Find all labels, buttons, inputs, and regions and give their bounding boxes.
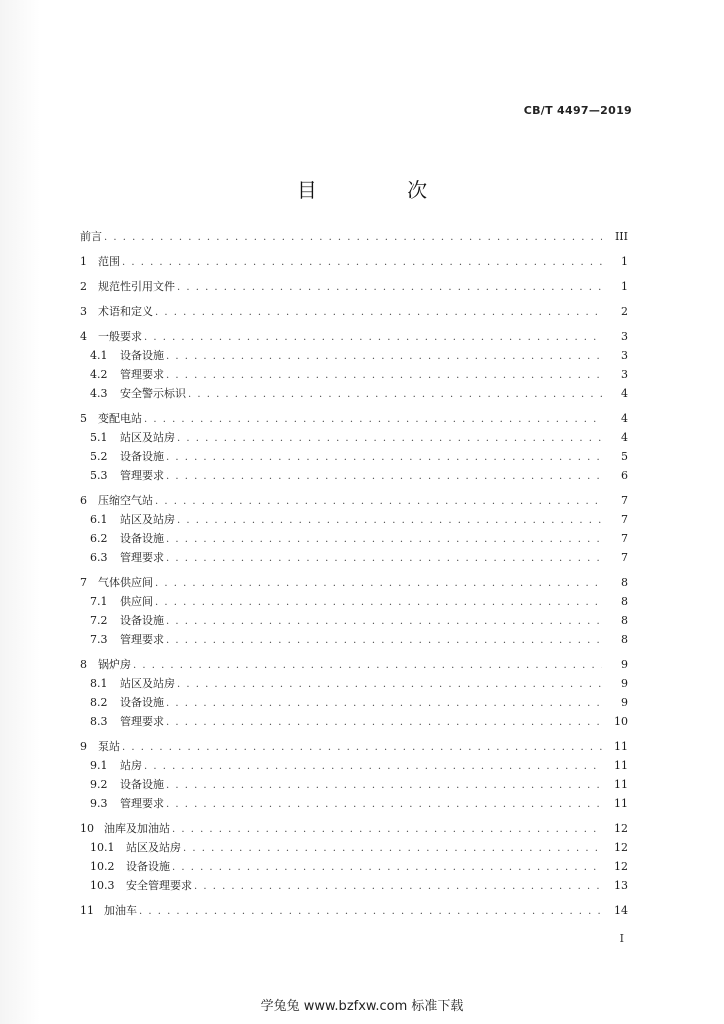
- toc-entry[interactable]: [80, 305, 628, 320]
- toc-leader-dots: [166, 634, 602, 648]
- toc-entry-number: 9: [80, 740, 87, 753]
- toc-entry-number: 10.1: [90, 841, 115, 854]
- toc-entry-label: 站区及站房: [120, 677, 175, 690]
- toc-entry-number: 5.3: [90, 469, 108, 482]
- toc-entry-page: 3: [621, 330, 628, 343]
- toc-entry-number: 3: [80, 305, 87, 318]
- toc-leader-dots: [172, 861, 602, 875]
- toc-leader-dots: [155, 577, 602, 591]
- toc-entry[interactable]: [80, 412, 628, 427]
- toc-leader-dots: [139, 905, 602, 919]
- toc-entry-label: 管理要求: [120, 551, 164, 564]
- toc-leader-dots: [144, 331, 602, 345]
- toc-entry-number: 9.2: [90, 778, 108, 791]
- toc-entry-page: 12: [614, 841, 628, 854]
- toc-entry-page: 7: [621, 551, 628, 564]
- toc-leader-dots: [166, 798, 602, 812]
- toc-entry-page: 7: [621, 513, 628, 526]
- toc-entry-number: 4: [80, 330, 87, 343]
- toc-entry-page: 11: [614, 778, 628, 791]
- toc-entry-page: 13: [614, 879, 628, 892]
- toc-entry-label: 术语和定义: [98, 305, 153, 318]
- toc-leader-dots: [188, 388, 602, 402]
- toc-entry-number: 7.3: [90, 633, 108, 646]
- toc-entry-number: 7: [80, 576, 87, 589]
- toc-entry[interactable]: [80, 658, 628, 673]
- toc-entry-number: 2: [80, 280, 87, 293]
- toc-leader-dots: [177, 432, 602, 446]
- toc-entry-label: 管理要求: [120, 633, 164, 646]
- toc-entry-page: 7: [621, 494, 628, 507]
- toc-subentry[interactable]: [80, 759, 628, 774]
- toc-subentry[interactable]: [80, 532, 628, 547]
- toc-entry-number: 4.1: [90, 349, 108, 362]
- toc-entry[interactable]: [80, 255, 628, 270]
- toc-leader-dots: [172, 823, 602, 837]
- toc-subentry[interactable]: [80, 368, 628, 383]
- toc-entry-number: 9.1: [90, 759, 108, 772]
- toc-entry-label: 站区及站房: [120, 513, 175, 526]
- table-of-contents: [80, 230, 628, 919]
- toc-entry-label: 规范性引用文件: [98, 280, 175, 293]
- toc-leader-dots: [104, 231, 602, 245]
- toc-entry-label: 设备设施: [120, 532, 164, 545]
- toc-subentry[interactable]: [80, 677, 628, 692]
- toc-leader-dots: [155, 306, 602, 320]
- toc-entry-page: 1: [621, 255, 628, 268]
- toc-leader-dots: [166, 779, 602, 793]
- toc-entry-label: 油库及加油站: [104, 822, 170, 835]
- toc-leader-dots: [166, 552, 602, 566]
- toc-subentry[interactable]: [80, 841, 628, 856]
- toc-entry-number: 5: [80, 412, 87, 425]
- toc-entry-label: 管理要求: [120, 469, 164, 482]
- toc-entry-number: 10: [80, 822, 94, 835]
- toc-entry-page: 9: [621, 658, 628, 671]
- toc-subentry[interactable]: [80, 387, 628, 402]
- toc-entry-page: 8: [621, 576, 628, 589]
- toc-entry-page: 10: [614, 715, 628, 728]
- toc-entry-label: 供应间: [120, 595, 153, 608]
- footer-watermark: 学兔兔 www.bzfxw.com 标准下载: [260, 999, 464, 1014]
- toc-entry-page: 11: [614, 740, 628, 753]
- toc-subentry[interactable]: [80, 696, 628, 711]
- toc-leader-dots: [155, 596, 602, 610]
- toc-entry-number: 10.3: [90, 879, 115, 892]
- toc-entry-label: 压缩空气站: [98, 494, 153, 507]
- toc-subentry[interactable]: [80, 715, 628, 730]
- toc-leader-dots: [166, 697, 602, 711]
- toc-entry-label: 设备设施: [120, 614, 164, 627]
- toc-leader-dots: [177, 281, 602, 295]
- toc-entry-label: 设备设施: [120, 450, 164, 463]
- toc-leader-dots: [144, 760, 602, 774]
- toc-subentry[interactable]: [80, 860, 628, 875]
- toc-entry-number: 4.3: [90, 387, 108, 400]
- toc-leader-dots: [122, 741, 602, 755]
- toc-entry-label: 锅炉房: [98, 658, 131, 671]
- toc-subentry[interactable]: [80, 513, 628, 528]
- toc-entry-label: 气体供应间: [98, 576, 153, 589]
- toc-entry-label: 加油车: [104, 904, 137, 917]
- toc-entry-number: 1: [80, 255, 87, 268]
- toc-entry-number: 8: [80, 658, 87, 671]
- toc-entry-label: 一般要求: [98, 330, 142, 343]
- toc-entry-label: 管理要求: [120, 715, 164, 728]
- toc-leader-dots: [166, 533, 602, 547]
- toc-entry[interactable]: [80, 280, 628, 295]
- toc-entry[interactable]: [80, 230, 628, 245]
- toc-entry-label: 管理要求: [120, 368, 164, 381]
- toc-entry-number: 10.2: [90, 860, 115, 873]
- toc-entry-page: 5: [621, 450, 628, 463]
- toc-entry-number: 7.1: [90, 595, 108, 608]
- toc-entry-page: 8: [621, 633, 628, 646]
- toc-entry-label: 站房: [120, 759, 142, 772]
- toc-subentry[interactable]: [80, 778, 628, 793]
- toc-entry-page: 9: [621, 677, 628, 690]
- toc-leader-dots: [166, 350, 602, 364]
- toc-entry-page: 2: [621, 305, 628, 318]
- toc-entry-label: 设备设施: [120, 778, 164, 791]
- toc-entry-number: 6.1: [90, 513, 108, 526]
- toc-entry-number: 7.2: [90, 614, 108, 627]
- toc-leader-dots: [194, 880, 602, 894]
- toc-subentry[interactable]: [80, 633, 628, 648]
- toc-entry-number: 8.2: [90, 696, 108, 709]
- toc-entry-page: 3: [621, 368, 628, 381]
- toc-entry-page: 4: [621, 431, 628, 444]
- toc-entry-page: 9: [621, 696, 628, 709]
- toc-entry-number: 11: [80, 904, 94, 917]
- toc-entry-label: 设备设施: [126, 860, 170, 873]
- toc-subentry[interactable]: [80, 614, 628, 629]
- toc-leader-dots: [166, 615, 602, 629]
- toc-leader-dots: [133, 659, 602, 673]
- toc-leader-dots: [144, 413, 602, 427]
- toc-entry-page: 14: [614, 904, 628, 917]
- toc-entry[interactable]: [80, 822, 628, 837]
- toc-entry-number: 6: [80, 494, 87, 507]
- toc-leader-dots: [155, 495, 602, 509]
- toc-entry-label: 安全管理要求: [126, 879, 192, 892]
- toc-subentry[interactable]: [80, 469, 628, 484]
- toc-entry-number: 8.3: [90, 715, 108, 728]
- toc-subentry[interactable]: [80, 431, 628, 446]
- toc-entry-page: 4: [621, 412, 628, 425]
- toc-leader-dots: [166, 716, 602, 730]
- toc-entry-label: 设备设施: [120, 696, 164, 709]
- toc-entry-page: 6: [621, 469, 628, 482]
- toc-entry-number: 6.3: [90, 551, 108, 564]
- toc-entry[interactable]: [80, 494, 628, 509]
- toc-entry-number: 8.1: [90, 677, 108, 690]
- scan-edge-shading: [0, 0, 40, 1024]
- toc-entry-page: 1: [621, 280, 628, 293]
- toc-entry-page: 11: [614, 797, 628, 810]
- toc-entry-page: 4: [621, 387, 628, 400]
- toc-leader-dots: [166, 470, 602, 484]
- toc-entry-label: 泵站: [98, 740, 120, 753]
- toc-entry-page: 8: [621, 595, 628, 608]
- toc-subentry[interactable]: [80, 551, 628, 566]
- standard-number: CB/T 4497—2019: [523, 104, 632, 117]
- toc-entry-label: 站区及站房: [120, 431, 175, 444]
- toc-entry[interactable]: [80, 576, 628, 591]
- toc-entry-page: 12: [614, 822, 628, 835]
- toc-leader-dots: [177, 678, 602, 692]
- toc-entry-label: 安全警示标识: [120, 387, 186, 400]
- toc-entry-label: 前言: [80, 230, 102, 243]
- toc-leader-dots: [177, 514, 602, 528]
- toc-entry-page: 8: [621, 614, 628, 627]
- toc-entry-page: 12: [614, 860, 628, 873]
- toc-entry[interactable]: [80, 740, 628, 755]
- toc-entry-label: 变配电站: [98, 412, 142, 425]
- toc-entry-label: 设备设施: [120, 349, 164, 362]
- toc-subentry[interactable]: [80, 595, 628, 610]
- toc-entry-number: 4.2: [90, 368, 108, 381]
- toc-entry-number: 6.2: [90, 532, 108, 545]
- toc-subentry[interactable]: [80, 879, 628, 894]
- toc-entry-number: 9.3: [90, 797, 108, 810]
- toc-leader-dots: [166, 451, 602, 465]
- toc-subentry[interactable]: [80, 450, 628, 465]
- page-title: 目 次: [296, 178, 470, 202]
- toc-entry-page: 7: [621, 532, 628, 545]
- toc-entry[interactable]: [80, 904, 628, 919]
- toc-leader-dots: [183, 842, 602, 856]
- toc-entry-page: 3: [621, 349, 628, 362]
- toc-entry[interactable]: [80, 330, 628, 345]
- toc-leader-dots: [122, 256, 602, 270]
- toc-subentry[interactable]: [80, 349, 628, 364]
- toc-entry-number: 5.2: [90, 450, 108, 463]
- toc-leader-dots: [166, 369, 602, 383]
- toc-entry-label: 站区及站房: [126, 841, 181, 854]
- toc-entry-page: 11: [614, 759, 628, 772]
- toc-entry-number: 5.1: [90, 431, 108, 444]
- toc-subentry[interactable]: [80, 797, 628, 812]
- toc-entry-page: III: [614, 230, 628, 243]
- page-number: I: [619, 932, 624, 945]
- toc-entry-label: 管理要求: [120, 797, 164, 810]
- toc-entry-label: 范围: [98, 255, 120, 268]
